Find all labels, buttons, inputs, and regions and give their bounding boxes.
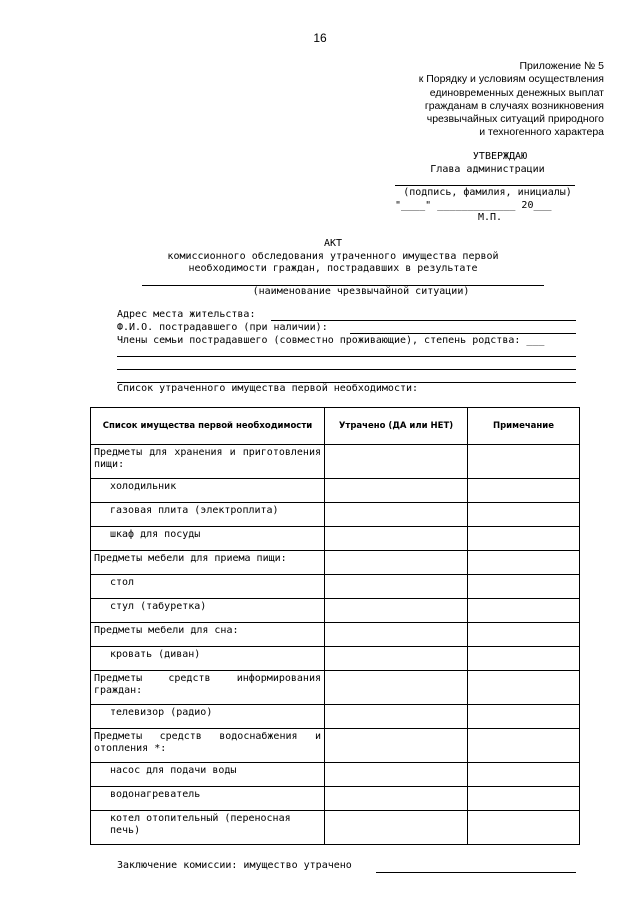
appendix-line: Приложение № 5: [519, 60, 604, 72]
item-name-cell: водонагреватель: [91, 787, 325, 811]
table-row: [91, 763, 580, 787]
emergency-caption: (наименование чрезвычайной ситуации): [252, 286, 470, 297]
item-name-cell: газовая плита (электроплита): [91, 503, 325, 527]
table-row: [91, 551, 580, 575]
item-name-cell: стол: [91, 575, 325, 599]
table-row: [91, 705, 580, 729]
table-row: [91, 623, 580, 647]
lost-cell[interactable]: [325, 671, 468, 705]
table-header-row: [91, 408, 580, 445]
lost-cell[interactable]: [325, 551, 468, 575]
note-cell[interactable]: [468, 647, 580, 671]
note-cell[interactable]: [468, 623, 580, 647]
item-name-cell: Предметы средств информирования граждан:: [91, 671, 325, 705]
family-line: [117, 369, 576, 370]
table-row: [91, 811, 580, 845]
approval-head: Глава администрации: [430, 164, 545, 175]
column-header: Список имущества первой необходимости: [91, 408, 325, 445]
lost-cell[interactable]: [325, 575, 468, 599]
address-label: Адрес места жительства:: [117, 309, 256, 320]
table-row: [91, 445, 580, 479]
column-header: Примечание: [468, 408, 580, 445]
property-table: [90, 407, 580, 845]
lost-cell[interactable]: [325, 647, 468, 671]
table-row: [91, 599, 580, 623]
family-label: Члены семьи пострадавшего (совместно проживающие), степень родства: ___: [117, 335, 545, 346]
table-row: [91, 527, 580, 551]
item-name-cell: насос для подачи воды: [91, 763, 325, 787]
list-title: Список утраченного имущества первой необходимости:: [117, 383, 419, 394]
lost-cell[interactable]: [325, 763, 468, 787]
appendix-line: к Порядку и условиям осуществления: [418, 73, 604, 86]
signature-caption: (подпись, фамилия, инициалы): [403, 187, 572, 198]
approval-title: УТВЕРЖДАЮ: [472, 151, 528, 162]
lost-cell[interactable]: [325, 787, 468, 811]
item-name-cell: холодильник: [91, 479, 325, 503]
item-name-cell: котел отопительный (переносная печь): [91, 811, 325, 845]
note-cell[interactable]: [468, 763, 580, 787]
note-cell[interactable]: [468, 527, 580, 551]
appendix-line: чрезвычайных ситуаций природного: [426, 113, 604, 126]
table-row: [91, 787, 580, 811]
lost-cell[interactable]: [325, 623, 468, 647]
item-name-cell: шкаф для посуды: [91, 527, 325, 551]
note-cell[interactable]: [468, 787, 580, 811]
note-cell[interactable]: [468, 729, 580, 763]
act-subtitle: необходимости граждан, пострадавших в результате: [188, 263, 478, 274]
stamp-label: М.П.: [478, 212, 503, 223]
item-name-cell: Предметы мебели для приема пищи:: [91, 551, 325, 575]
lost-cell[interactable]: [325, 705, 468, 729]
note-cell[interactable]: [468, 551, 580, 575]
fio-line: [350, 333, 576, 334]
table-row: [91, 503, 580, 527]
fio-label: Ф.И.О. пострадавшего (при наличии):: [117, 322, 328, 333]
act-title: АКТ: [323, 238, 343, 249]
page-number: 16: [313, 31, 327, 45]
lost-cell[interactable]: [325, 729, 468, 763]
note-cell[interactable]: [468, 445, 580, 479]
item-name-cell: телевизор (радио): [91, 705, 325, 729]
table-row: [91, 479, 580, 503]
appendix-header: [284, 60, 604, 140]
appendix-line: и техногенного характера: [479, 126, 604, 139]
lost-cell[interactable]: [325, 445, 468, 479]
table-row: [91, 575, 580, 599]
item-name-cell: Предметы средств водоснабжения и отопления *:: [91, 729, 325, 763]
conclusion-line: [376, 872, 576, 873]
approval-date: "____" _____________ 20___: [395, 200, 552, 211]
table-row: [91, 671, 580, 705]
conclusion-label: Заключение комиссии: имущество утрачено: [117, 860, 352, 871]
note-cell[interactable]: [468, 671, 580, 705]
lost-cell[interactable]: [325, 599, 468, 623]
note-cell[interactable]: [468, 599, 580, 623]
address-line: [271, 320, 576, 321]
note-cell[interactable]: [468, 575, 580, 599]
appendix-line: гражданам в случаях возникновения: [424, 99, 604, 112]
lost-cell[interactable]: [325, 479, 468, 503]
lost-cell[interactable]: [325, 503, 468, 527]
appendix-line: единовременных денежных выплат: [429, 86, 604, 99]
item-name-cell: стул (табуретка): [91, 599, 325, 623]
note-cell[interactable]: [468, 479, 580, 503]
item-name-cell: кровать (диван): [91, 647, 325, 671]
note-cell[interactable]: [468, 705, 580, 729]
column-header: Утрачено (ДА или НЕТ): [325, 408, 468, 445]
family-line: [117, 356, 576, 357]
lost-cell[interactable]: [325, 811, 468, 845]
lost-cell[interactable]: [325, 527, 468, 551]
item-name-cell: Предметы мебели для сна:: [91, 623, 325, 647]
note-cell[interactable]: [468, 811, 580, 845]
table-row: [91, 647, 580, 671]
act-subtitle: комиссионного обследования утраченного имущества первой: [167, 251, 499, 262]
item-name-cell: Предметы для хранения и приготовления пищи:: [91, 445, 325, 479]
note-cell[interactable]: [468, 503, 580, 527]
table-row: [91, 729, 580, 763]
